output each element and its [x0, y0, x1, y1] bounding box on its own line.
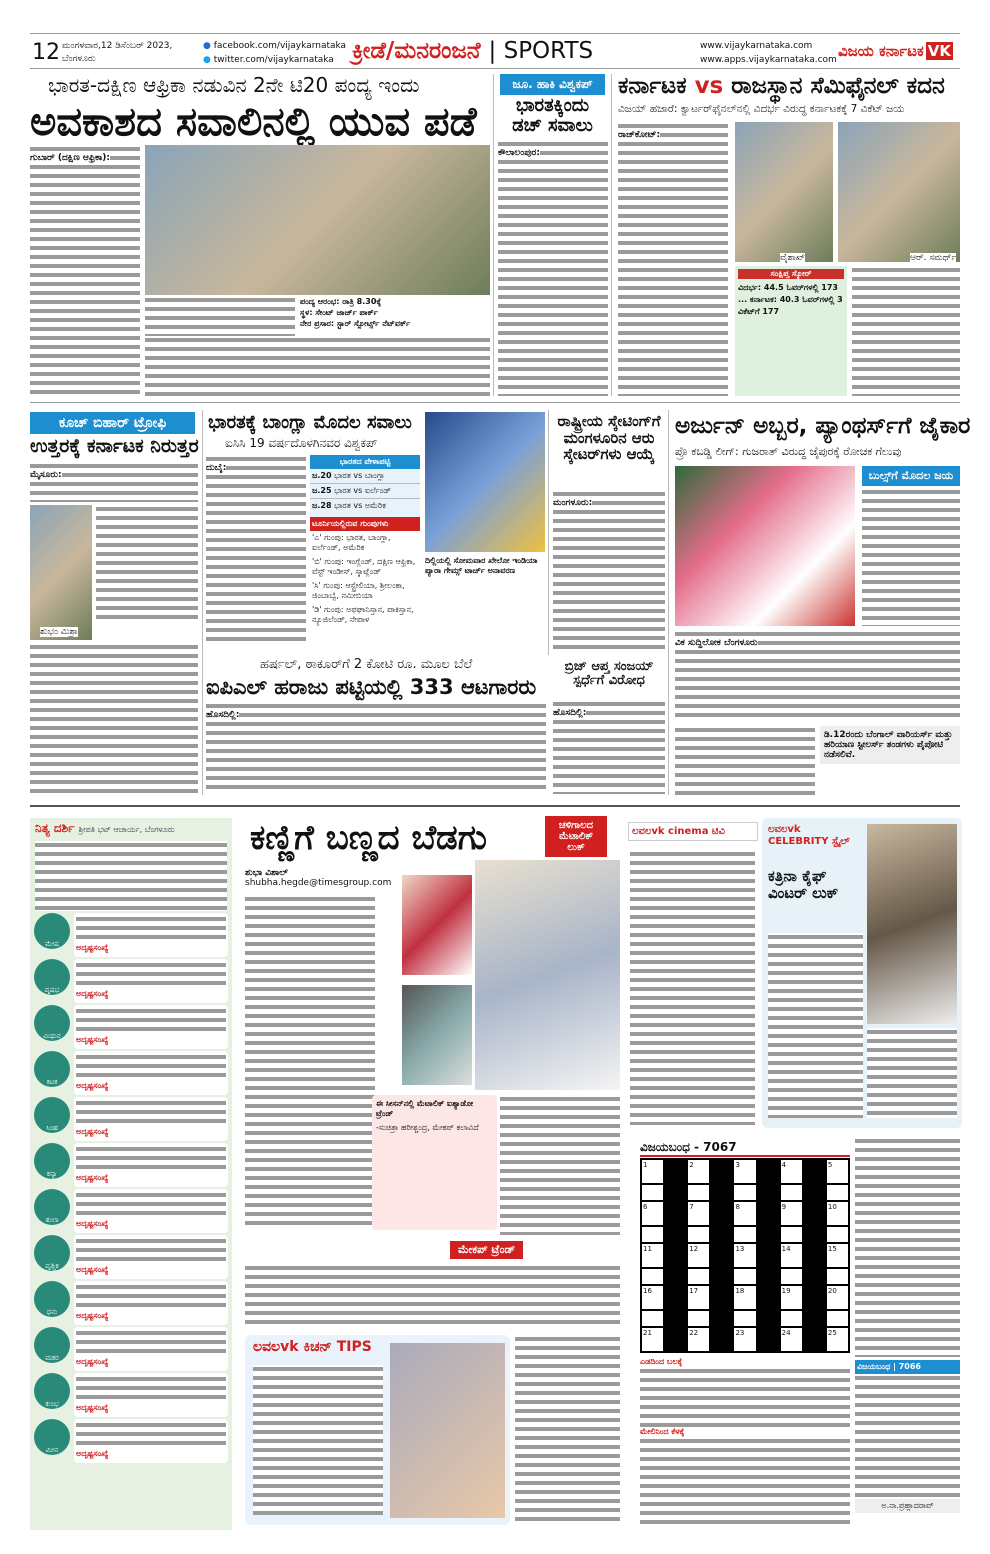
- zodiac-icon: ಕಟಕ: [34, 1051, 70, 1087]
- crossword-cell: [641, 1226, 664, 1243]
- crossword-cell: [757, 1327, 780, 1352]
- crossword-cell: [664, 1226, 687, 1243]
- crossword-cell: [803, 1201, 826, 1226]
- crossword-cell: [733, 1268, 756, 1285]
- hockey-headline: ಭಾರತಕ್ಕಿಂದು ಡಚ್ ಸವಾಲು: [512, 95, 593, 136]
- karnataka-subhead: ವಿಜಯ್ ಹಜಾರೆ: ಕ್ವಾರ್ಟರ್‌ಫೈನಲ್‌ನಲ್ಲಿ ವಿದರ್ಭ ವಿರುದ್ಧ ಕರ್ನಾಟಕಕ್ಕೆ 7 ವಿಕೆಟ್ ಜಯ: [618, 103, 905, 115]
- crossword-cell: [664, 1243, 687, 1268]
- schedule-box: ಭಾರತದ ವೇಳಾಪಟ್ಟಿ ಜ.20 ಭಾರತ vs ಬಾಂಗ್ಲಾ ಜ.25 ಭಾರತ vs ಐರ್ಲೆಂಡ್ ಜ.28 ಭಾರತ vs ಅಮೆರಿಕ ಟೂರ್ನಿಯಲ್ಲಿರುವ ಗುಂಪುಗಳು 'ಎ' ಗುಂಪು: ಭಾರತ, ಬಾಂಗ್ಲಾ, ಐರ್ಲೆಂಡ್, ಅಮೆರಿಕ 'ಬಿ' ಗುಂಪು: ಇಂಗ್ಲೆಂಡ್, ದಕ್ಷಿಣ ಆಫ್ರಿಕಾ, ವೆಸ್ಟ್ ಇಂಡೀಸ್, ಸ್ಕಾಟ್ಲೆಂಡ್ 'ಸಿ' ಗುಂಪು: ಆಸ್ಟ್ರೇಲಿಯಾ, ಶ್ರೀಲಂಕಾ, ಜಿಂಬಾಬ್ವೆ, ನಮೀಬಿಯಾ 'ಡಿ' ಗುಂಪು: ಅಫಘಾನಿಸ್ತಾನ, ಪಾಕಿಸ್ತಾನ, ನ್ಯೂಜಿಲೆಂಡ್, ನೇಪಾಳ: [310, 455, 420, 627]
- ipl-kicker: ಹರ್ಷಲ್, ಠಾಕೂರ್‌ಗೆ 2 ಕೋಟಿ ರೂ. ಮೂಲ ಬೆಲೆ: [260, 657, 473, 672]
- ipl-body: ಹೊಸದಿಲ್ಲಿ:: [206, 702, 546, 794]
- photo-caption: ಶುಭಂ ಮಿಶ್ರಾ: [40, 627, 78, 637]
- down-title: ಮೇಲಿನಿಂದ ಕೆಳಕ್ಕೆ: [640, 1427, 685, 1436]
- horoscope-title: ನಿತ್ಯ ದರ್ಶಿ: [35, 821, 75, 835]
- lead-body: ಗುಬಾರ್ (ದಕ್ಷಿಣ ಆಫ್ರಿಕಾ):: [30, 145, 140, 395]
- zodiac-icon: ತುಲಾ: [34, 1189, 70, 1225]
- crossword-cell: 12: [687, 1243, 710, 1268]
- crossword-cell: 15: [826, 1243, 849, 1268]
- zodiac-icon: ವೃಶ್ಚಿಕ: [34, 1235, 70, 1271]
- crossword-cell: [757, 1201, 780, 1226]
- sonam-photo: [475, 860, 620, 1090]
- crossword-cell: 10: [826, 1201, 849, 1226]
- crossword-cell: 11: [641, 1243, 664, 1268]
- crossword-cell: [733, 1310, 756, 1327]
- match-info: ಪಂದ್ಯ ಆರಂಭ: ರಾತ್ರಿ 8.30ಕ್ಕೆ ಸ್ಥಳ: ಸೇಂಟ್ ಜಾರ್ಜ್ ಪಾರ್ಕ್ ನೇರ ಪ್ರಸಾರ: ಸ್ಟಾರ್ ಸ್ಪೋರ್ಟ್ಸ್ ನೆಟ್‌ವರ್ಕ್: [300, 297, 411, 329]
- lead-headline: ಅವಕಾಶದ ಸವಾಲಿನಲ್ಲಿ ಯುವ ಪಡೆ: [30, 99, 477, 145]
- kabaddi-body: ವಿಕ ಸುದ್ದಿಲೋಕ ಬೆಂಗಳೂರು: [675, 630, 960, 720]
- crossword-cell: 5: [826, 1159, 849, 1184]
- crossword-cell: [803, 1327, 826, 1352]
- crossword-cell: 19: [780, 1285, 803, 1310]
- bangla-subhead: ಐಸಿಸಿ 19 ವರ್ಷದೊಳಗಿನವರ ವಿಶ್ವಕಪ್: [225, 436, 378, 450]
- horoscope-sign: ಕನ್ಯಾ ಅದೃಷ್ಟಸಂಖ್ಯೆ: [34, 1143, 228, 1187]
- fashion-tag: ಚಳಿಗಾಲದ ಮೆಟಾಲಿಕ್ ಲುಕ್: [545, 816, 607, 857]
- horoscope-panel: [30, 818, 232, 1530]
- horoscope-sign: ಸಿಂಹ ಅದೃಷ್ಟಸಂಖ್ಯೆ: [34, 1097, 228, 1141]
- crossword-cell: 24: [780, 1327, 803, 1352]
- crossword-cell: 20: [826, 1285, 849, 1310]
- crossword-cell: 6: [641, 1201, 664, 1226]
- crossword-cell: [641, 1268, 664, 1285]
- coochbehar-kicker: ಕೂಚ್ ಬಿಹಾರ್ ಟ್ರೋಫಿ: [30, 412, 195, 434]
- eye-makeup-photo-1: [402, 875, 472, 975]
- brij-body: ಹೊಸದಿಲ್ಲಿ:: [553, 700, 665, 794]
- horoscope-sign: ಮಕರ ಅದೃಷ್ಟಸಂಖ್ಯೆ: [34, 1327, 228, 1371]
- zodiac-icon: ಧನು: [34, 1281, 70, 1317]
- photo-caption: ಆರ್. ಸಮರ್ಥ್: [910, 253, 957, 263]
- zodiac-icon: ಮೀನ: [34, 1419, 70, 1455]
- bangla-headline: ಭಾರತಕ್ಕೆ ಬಾಂಗ್ಲಾ ಮೊದಲ ಸವಾಲು: [208, 412, 412, 433]
- crossword-cell: [710, 1243, 733, 1268]
- crossword-cell: [757, 1310, 780, 1327]
- horoscope-sign: ಮಿಥುನ ಅದೃಷ್ಟಸಂಖ್ಯೆ: [34, 1005, 228, 1049]
- crossword-cell: [664, 1201, 687, 1226]
- crossword-cell: 4: [780, 1159, 803, 1184]
- crossword-cell: [826, 1268, 849, 1285]
- crossword-cell: [687, 1310, 710, 1327]
- crossword-cell: 18: [733, 1285, 756, 1310]
- apps-link[interactable]: www.apps.vijaykarnataka.com: [700, 54, 837, 65]
- crossword-cell: [687, 1226, 710, 1243]
- zodiac-icon: ಮಕರ: [34, 1327, 70, 1363]
- karnataka-headline: ಕರ್ನಾಟಕ vs ರಾಜಸ್ಥಾನ ಸೆಮಿಫೈನಲ್ ಕದನ: [618, 73, 945, 99]
- crossword-cell: 25: [826, 1327, 849, 1352]
- bangla-body: ದುಬೈ:: [206, 455, 306, 645]
- lead-photo: [145, 145, 490, 295]
- zodiac-icon: ಕನ್ಯಾ: [34, 1143, 70, 1179]
- crossword-cell: 22: [687, 1327, 710, 1352]
- section-title: ಕ್ರೀಡೆ/ಮನರಂಜನೆ: [352, 38, 481, 64]
- hockey-body: ಕೌಲಾಲಂಪುರ:: [498, 140, 608, 396]
- crossword-cell: [757, 1159, 780, 1184]
- horoscope-sign: ಮೇಷ ಅದೃಷ್ಟಸಂಖ್ಯೆ: [34, 913, 228, 957]
- facebook-link[interactable]: ● facebook.com/vijaykarnataka: [203, 41, 347, 51]
- kabaddi-side-kicker: ಬುಲ್ಸ್‌ಗೆ ಮೊದಲ ಜಯ: [862, 466, 960, 486]
- facebook-icon: ●: [203, 41, 211, 51]
- crossword-cell: [803, 1243, 826, 1268]
- crossword-cell: [780, 1226, 803, 1243]
- crossword-cell: 8: [733, 1201, 756, 1226]
- lead-kicker: ಭಾರತ-ದಕ್ಷಿಣ ಆಫ್ರಿಕಾ ನಡುವಿನ 2ನೇ ಟಿ20 ಪಂದ್ಯ ಇಂದು: [48, 73, 420, 97]
- website-link[interactable]: www.vijaykarnataka.com: [700, 41, 813, 51]
- kitchen-tips-panel: [245, 1335, 510, 1525]
- coochbehar-headline: ಉತ್ತರಕ್ಕೆ ಕರ್ನಾಟಕ ನಿರುತ್ತರ: [30, 435, 199, 457]
- crossword-cell: [803, 1268, 826, 1285]
- crossword-cell: [803, 1226, 826, 1243]
- crossword-cell: [664, 1268, 687, 1285]
- crossword-cell: [803, 1184, 826, 1201]
- cinema-brand: ಲವಲvk cinema ಟಿವಿ: [628, 822, 758, 841]
- twitter-link[interactable]: ● twitter.com/vijaykarnataka: [203, 54, 334, 65]
- horoscope-sign: ತುಲಾ ಅದೃಷ್ಟಸಂಖ್ಯೆ: [34, 1189, 228, 1233]
- crossword-cell: [826, 1184, 849, 1201]
- hockey-kicker: ಜೂ. ಹಾಕಿ ವಿಶ್ವಕಪ್: [500, 74, 605, 95]
- horoscope-sign: ವೃಶ್ಚಿಕ ಅದೃಷ್ಟಸಂಖ್ಯೆ: [34, 1235, 228, 1279]
- coochbehar-photo: [30, 505, 92, 640]
- crossword-cell: 9: [780, 1201, 803, 1226]
- fashion-byline: ಶುಭಾ ವಿಶಾಲ್: [245, 868, 288, 878]
- crossword-cell: [733, 1184, 756, 1201]
- crossword-cell: [664, 1310, 687, 1327]
- kabaddi-headline: ಅರ್ಜುನ್ ಅಬ್ಬರ, ಪ್ಯಾಂಥರ್ಸ್‌ಗೆ ಜೈಕಾರ: [675, 413, 971, 439]
- crossword-cell: [710, 1201, 733, 1226]
- crossword-cell: [641, 1310, 664, 1327]
- twitter-icon: ●: [203, 54, 211, 65]
- crossword-cell: [826, 1310, 849, 1327]
- kabaddi-promo: ಡಿ.12ರಂದು ಬೆಂಗಾಲ್ ವಾರಿಯರ್ಸ್ ಮತ್ತು ಹರಿಯಾಣ ಸ್ಟೀಲರ್ಸ್ ತಂಡಗಳು ಪೈಪೋಟಿ ನಡೆಸಲಿವೆ.: [820, 726, 960, 764]
- zodiac-icon: ಕುಂಭ: [34, 1373, 70, 1409]
- makeup-quote: ಈ ಸೀಸನ್‌ನಲ್ಲಿ ಮೆಟಾಲಿಕ್ ಐಶ್ಯಾಡೋ ಟ್ರೆಂಡ್ -ಸುಚಿತ್ರಾ ಹರೀಶ್ಚಂದ್ರ, ಮೇಕಪ್ ಕಲಾವಿದೆ: [372, 1095, 497, 1230]
- crossword-cell: [757, 1226, 780, 1243]
- crossword-cell: [757, 1268, 780, 1285]
- karnataka-photo-1: [735, 122, 833, 262]
- photo-caption: ವೈಶಾಖ್: [780, 253, 806, 263]
- karnataka-body: ರಾಜ್‌ಕೋಟ್:: [618, 122, 728, 396]
- horoscope-sign: ವೃಷಭ ಅದೃಷ್ಟಸಂಖ್ಯೆ: [34, 959, 228, 1003]
- crossword-cell: [780, 1310, 803, 1327]
- schedule-row: ಜ.25 ಭಾರತ vs ಐರ್ಲೆಂಡ್: [310, 484, 420, 499]
- crossword-cell: [710, 1159, 733, 1184]
- crossword-cell: [710, 1285, 733, 1310]
- crossword-cell: 1: [641, 1159, 664, 1184]
- crossword-cell: [826, 1226, 849, 1243]
- horoscope-author: ಶ್ರೀಪತಿ ಭಟ್ ಆಚಾರ್ಯ, ಬೆಂಗಳೂರು: [78, 825, 175, 834]
- crossword-title: ವಿಜಯಬಂಧ - 7067: [640, 1140, 850, 1157]
- date: ಮಂಗಳವಾರ,12 ಡಿಸೆಂಬರ್ 2023,: [62, 41, 173, 51]
- skating-body: ಮಂಗಳೂರು:: [553, 490, 665, 650]
- makeup-trend-tag: ಮೇಕಪ್ ಟ್ರೆಂಡ್: [450, 1241, 523, 1259]
- fashion-email: shubha.hegde@timesgroup.com: [245, 878, 392, 888]
- horoscope-sign: ಕಟಕ ಅದೃಷ್ಟಸಂಖ್ಯೆ: [34, 1051, 228, 1095]
- crossword-cell: [687, 1268, 710, 1285]
- logo: ವಿಜಯ ಕರ್ನಾಟಕ VK: [838, 42, 951, 60]
- brij-headline: ಬ್ರಿಜ್ ಆಪ್ತ ಸಂಜಯ್ ಸ್ಪರ್ಧೆಗೆ ವಿರೋಧ: [564, 659, 654, 689]
- kitchen-photo: [390, 1343, 505, 1518]
- across-title: ಎಡದಿಂದ ಬಲಕ್ಕೆ: [640, 1357, 683, 1366]
- schedule-row: ಜ.20 ಭಾರತ vs ಬಾಂಗ್ಲಾ: [310, 469, 420, 484]
- khelo-india-photo: [425, 412, 545, 552]
- zodiac-icon: ಸಿಂಹ: [34, 1097, 70, 1133]
- celebrity-brand: ಲವಲvk CELEBRITY ಸ್ಟೈಲ್: [768, 824, 850, 847]
- crossword-cell: [710, 1310, 733, 1327]
- crossword-cell: [710, 1184, 733, 1201]
- horoscope-sign: ಮೀನ ಅದೃಷ್ಟಸಂಖ್ಯೆ: [34, 1419, 228, 1463]
- crossword-cell: 2: [687, 1159, 710, 1184]
- coochbehar-body: ಮೈಸೂರು:: [30, 462, 198, 502]
- crossword-cell: 21: [641, 1327, 664, 1352]
- crossword-grid: [640, 1158, 850, 1353]
- crossword-cell: 17: [687, 1285, 710, 1310]
- khelo-caption: ದಿಲ್ಲಿಯಲ್ಲಿ ಸೋಮವಾರ ಖೇಲೋ ಇಂಡಿಯಾ ಪ್ಯಾರಾ ಗೇಮ್ಸ್ ಟಾರ್ಚ್ ಅನಾವರಣ: [425, 556, 538, 576]
- page-number: 12: [32, 40, 60, 65]
- answers-title: ವಿಜಯಬಂಧ | 7066: [855, 1360, 960, 1374]
- crossword-cell: [733, 1226, 756, 1243]
- karnataka-photo-2: [838, 122, 960, 262]
- crossword-cell: 13: [733, 1243, 756, 1268]
- crossword-cell: [757, 1184, 780, 1201]
- crossword-cell: [664, 1285, 687, 1310]
- crossword-cell: [757, 1243, 780, 1268]
- crossword-cell: 23: [733, 1327, 756, 1352]
- crossword-cell: [664, 1159, 687, 1184]
- crossword-cell: [780, 1268, 803, 1285]
- kitchen-brand: ಲವಲvk ಕಿಚನ್ TIPS: [253, 1339, 372, 1355]
- city: ಬೆಂಗಳೂರು: [62, 53, 96, 64]
- kabaddi-subhead: ಪ್ರೊ ಕಬಡ್ಡಿ ಲೀಗ್: ಗುಜರಾತ್ ವಿರುದ್ಧ ಜೈಪುರಕ್ಕೆ ರೋಚಕ ಗೆಲುವು: [675, 445, 902, 458]
- crossword-cell: [664, 1327, 687, 1352]
- zodiac-icon: ವೃಷಭ: [34, 959, 70, 995]
- katrina-photo: [867, 824, 957, 1024]
- crossword-cell: 14: [780, 1243, 803, 1268]
- crossword-cell: [803, 1159, 826, 1184]
- crossword-cell: [757, 1285, 780, 1310]
- crossword-cell: [687, 1184, 710, 1201]
- crossword-cell: [780, 1184, 803, 1201]
- crossword-cell: [710, 1268, 733, 1285]
- crossword-cell: [664, 1184, 687, 1201]
- celebrity-panel: [762, 818, 962, 1128]
- skating-headline: ರಾಷ್ಟ್ರೀಯ ಸ್ಕೇಟಿಂಗ್‌ಗೆ ಮಂಗಳೂರಿನ ಆರು ಸ್ಕೇಟರ್‌ಗಳು ಆಯ್ಕೆ: [557, 412, 661, 463]
- eye-makeup-photo-2: [402, 985, 472, 1085]
- crossword-cell: [710, 1226, 733, 1243]
- crossword-cell: [641, 1184, 664, 1201]
- kabaddi-photo: [675, 466, 855, 626]
- scorebox: ಸಂಕ್ಷಿಪ್ತ ಸ್ಕೋರ್ ವಿದರ್ಭ: 44.5 ಓವರ್‌ಗಳಲ್ಲಿ 173 ... ಕರ್ನಾಟಕ: 40.3 ಓವರ್‌ಗಳಲ್ಲಿ 3 ವಿಕೆಟ್‌ಗೆ 177: [735, 266, 847, 396]
- schedule-row: ಜ.28 ಭಾರತ vs ಅಮೆರಿಕ: [312, 501, 386, 510]
- ipl-headline: ಐಪಿಎಲ್ ಹರಾಜು ಪಟ್ಟಿಯಲ್ಲಿ 333 ಆಟಗಾರರು: [206, 675, 537, 699]
- crossword-cell: [803, 1310, 826, 1327]
- celebrity-headline: ಕತ್ರಿನಾ ಕೈಫ್ ವಿಂಟರ್ ಲುಕ್: [768, 867, 839, 902]
- crossword-cell: 3: [733, 1159, 756, 1184]
- fashion-headline: ಕಣ್ಣಿಗೆ ಬಣ್ಣದ ಬೆಡಗು: [250, 818, 487, 858]
- crossword-author: ಅ.ನಾ.ಪ್ರಹ್ಲಾದರಾವ್: [855, 1499, 960, 1513]
- zodiac-icon: ಮಿಥುನ: [34, 1005, 70, 1041]
- horoscope-sign: ಧನು ಅದೃಷ್ಟಸಂಖ್ಯೆ: [34, 1281, 228, 1325]
- crossword-cell: 7: [687, 1201, 710, 1226]
- section-title-en: | SPORTS: [488, 38, 594, 64]
- crossword-cell: 16: [641, 1285, 664, 1310]
- crossword-cell: [803, 1285, 826, 1310]
- horoscope-sign: ಕುಂಭ ಅದೃಷ್ಟಸಂಖ್ಯೆ: [34, 1373, 228, 1417]
- crossword-cell: [710, 1327, 733, 1352]
- zodiac-icon: ಮೇಷ: [34, 913, 70, 949]
